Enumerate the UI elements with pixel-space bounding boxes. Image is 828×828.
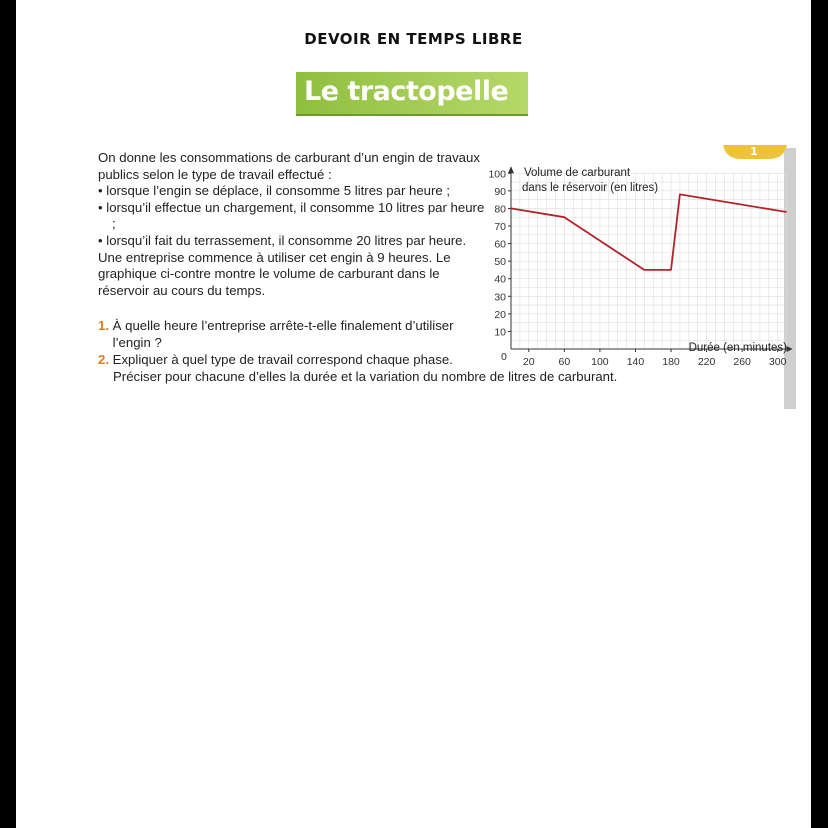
- question-2-text: Expliquer à quel type de travail correspond chaque phase.: [112, 352, 453, 367]
- bullet-loading: • lorsqu’il effectue un chargement, il consomme 10 litres par heure ;: [98, 199, 485, 232]
- y-tick-label: 80: [494, 203, 506, 216]
- context-paragraph: Une entreprise commence à utiliser cet engin à 9 heures. Le graphique ci-contre montre le volume de carburant dans le réservoir au cours du temps.: [98, 249, 451, 298]
- y-tick-label: 60: [494, 238, 506, 251]
- document-title: DEVOIR EN TEMPS LIBRE: [304, 30, 523, 48]
- y-tick-label: 90: [494, 185, 506, 198]
- x-tick-label: 220: [697, 356, 716, 368]
- y-tick-label: 40: [494, 273, 506, 286]
- y-tick-label: 10: [494, 326, 506, 339]
- bullet-earthwork: • lorsqu’il fait du terrassement, il consomme 20 litres par heure.: [98, 232, 467, 248]
- question-1-number: 1.: [98, 318, 109, 333]
- exercise-statement: [98, 150, 488, 299]
- exercise-number: 1: [750, 145, 758, 158]
- question-2-number: 2.: [98, 352, 109, 367]
- question-1-text: À quelle heure l’entreprise arrête-t-elle finalement d’utiliser l’engin ?: [112, 318, 454, 350]
- exercise-title: Le tractopelle: [304, 76, 509, 107]
- y-tick-label: 70: [494, 221, 506, 234]
- y-tick-label: 20: [494, 308, 506, 321]
- question-1: [98, 318, 488, 351]
- x-tick-label: 100: [591, 356, 609, 368]
- y-axis-label-line2: dans le réservoir (en litres): [522, 182, 659, 194]
- origin-label: 0: [501, 351, 507, 363]
- x-tick-label: 140: [626, 356, 645, 368]
- exercise-banner: [296, 72, 528, 116]
- x-axis-label: Durée (en minutes): [688, 342, 787, 354]
- fuel-volume-chart: [471, 145, 806, 410]
- question-2-subtext: Préciser pour chacune d’elles la durée et la variation du nombre de litres de carburant.: [113, 368, 618, 384]
- fuel-volume-series-line: [511, 194, 787, 270]
- intro-paragraph: On donne les consommations de carburant d’un engin de travaux publics selon le type de travail effectué :: [98, 150, 480, 182]
- worksheet-page: [16, 0, 811, 828]
- x-tick-label: 180: [662, 356, 680, 368]
- y-axis-label-line1: Volume de carburant: [524, 167, 631, 179]
- x-tick-label: 300: [768, 356, 787, 368]
- x-tick-label: 260: [733, 356, 751, 368]
- x-tick-label: 60: [558, 356, 571, 368]
- chart-grid: [511, 173, 787, 349]
- bullet-moving: • lorsque l’engin se déplace, il consomme 5 litres par heure ;: [98, 183, 451, 199]
- x-tick-label: 20: [522, 356, 535, 368]
- y-tick-label: 50: [494, 256, 506, 269]
- y-tick-label: 30: [494, 291, 506, 304]
- y-tick-label: 100: [488, 168, 506, 181]
- y-axis-arrow: [508, 166, 514, 173]
